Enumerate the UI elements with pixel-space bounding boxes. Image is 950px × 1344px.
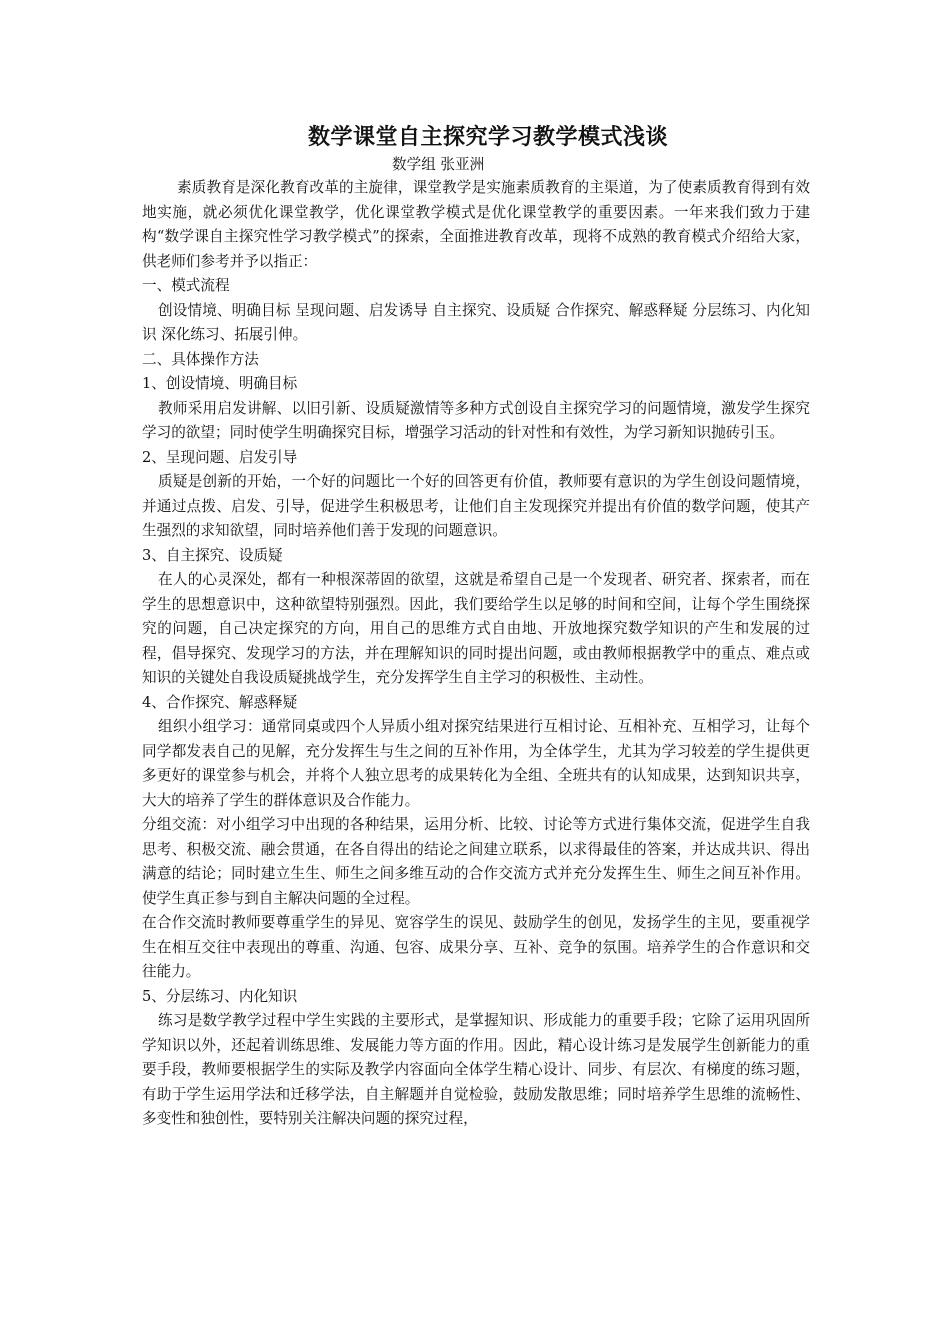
document-body	[142, 120, 810, 1132]
subsection-heading-2: 2、呈现问题、启发引导	[142, 448, 298, 466]
subsection-1-body: 教师采用启发讲解、以旧引新、设质疑激情等多种方式创设自主探究学习的问题情境，激发学生探究学习的欲望；同时使学生明确探究目标，增强学习活动的针对性和有效性，为学习新知识抛砖引玉。	[142, 399, 810, 441]
section-1-body: 创设情境、明确目标 呈现问题、启发诱导 自主探究、设质疑 合作探究、解惑释疑 分层练习、内化知识 深化练习、拓展引伸。	[142, 301, 810, 343]
subsection-heading-4: 4、合作探究、解惑释疑	[142, 693, 298, 711]
section-heading-1: 一、模式流程	[142, 277, 230, 294]
subsection-heading-3: 3、自主探究、设质疑	[142, 546, 283, 564]
subsection-4-extra-2: 在合作交流时教师要尊重学生的异见、宽容学生的误见、鼓励学生的创见，发扬学生的主见，要重视学生在相互交往中表现出的尊重、沟通、包容、成果分享、互补、竞争的氛围。培养学生的合作意识和交往能力。	[142, 914, 810, 980]
intro-paragraph: 素质教育是深化教育改革的主旋律，课堂教学是实施素质教育的主渠道，为了使素质教育得到有效地实施，就必须优化课堂教学，优化课堂教学模式是优化课堂教学的重要因素。一年来我们致力于建构“数学课自主探究性学习教学模式”的探索，全面推进教育改革，现将不成熟的教育模式介绍给大家，供老师们参考并予以指正：	[142, 179, 810, 270]
subsection-3-body: 在人的心灵深处，都有一种根深蒂固的欲望，这就是希望自己是一个发现者、研究者、探索者，而在学生的思想意识中，这种欲望特别强烈。因此，我们要给学生以足够的时间和空间，让每个学生围绕探究的问题，自己决定探究的方向，用自己的思维方式自由地、开放地探究数学知识的产生和发展的过程，倡导探究、发现学习的方法，并在理解知识的同时提出问题，或由教师根据教学中的重点、难点或知识的关键处自我设质疑挑战学生，充分发挥学生自主学习的积极性、主动性。	[142, 571, 810, 686]
subsection-4-body: 组织小组学习：通常同桌或四个人异质小组对探究结果进行互相讨论、互相补充、互相学习，让每个同学都发表自己的见解，充分发挥生与生之间的互补作用，为全体学生，尤其为学习较差的学生提供更多更好的课堂参与机会，并将个人独立思考的成果转化为全组、全班共有的认知成果，达到知识共享，大大的培养了学生的群体意识及合作能力。	[142, 718, 810, 809]
subsection-heading-1: 1、创设情境、明确目标	[142, 375, 298, 392]
section-heading-2: 二、具体操作方法	[142, 350, 259, 368]
subsection-heading-5: 5、分层练习、内化知识	[142, 987, 298, 1005]
subsection-2-body: 质疑是创新的开始，一个好的问题比一个好的回答更有价值，教师要有意识的为学生创设问题情境，并通过点拨、启发、引导，促进学生积极思考，让他们自主发现探究并提出有价值的数学问题，使其产生强烈的求知欲望，同时培养他们善于发现的问题意识。	[142, 473, 810, 539]
document-title: 数学课堂自主探究学习教学模式浅谈	[307, 124, 668, 150]
subsection-4-extra-1: 分组交流：对小组学习中出现的各种结果，运用分析、比较、讨论等方式进行集体交流，促进学生自我思考、积极交流、融会贯通，在各自得出的结论之间建立联系，以求得最佳的答案，并达成共识、得出满意的结论；同时建立生生、师生之间多维互动的合作交流方式并充分发挥生生、师生之间互补作用。使学生真正参与到自主解决问题的全过程。	[142, 816, 810, 907]
subsection-5-body: 练习是数学教学过程中学生实践的主要形式，是掌握知识、形成能力的重要手段；它除了运用巩固所学知识以外，还起着训练思维、发展能力等方面的作用。因此，精心设计练习是发展学生创新能力的重要手段，教师要根据学生的实际及教学内容面向全体学生精心设计、同步、有层次、有梯度的练习题，有助于学生运用学法和迁移学法，自主解题并自觉检验，鼓励发散思维；同时培养学生思维的流畅性、多变性和独创性，要特别关注解决问题的探究过程，	[142, 1012, 810, 1127]
author-line: 数学组 张亚洲	[392, 156, 485, 173]
